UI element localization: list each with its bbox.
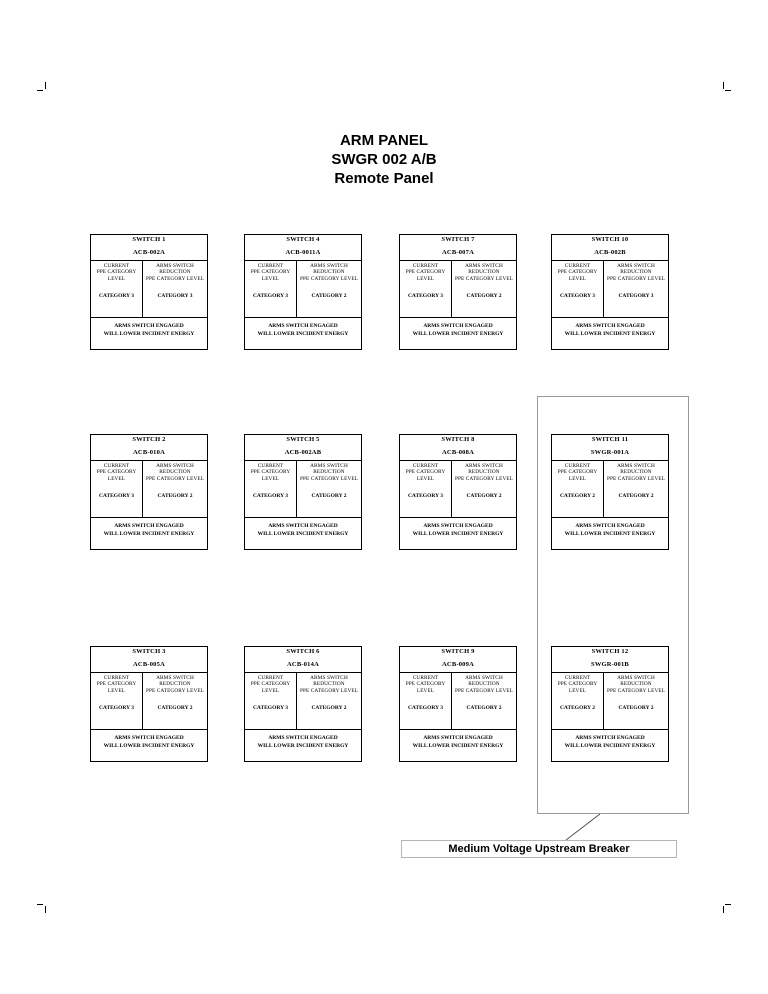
current-category: CATEGORY 3 — [252, 705, 289, 711]
reduction-level-header: ARMS SWITCH REDUCTION PPE CATEGORY LEVEL — [299, 675, 359, 694]
current-category: CATEGORY 3 — [98, 705, 135, 711]
medium-voltage-label: Medium Voltage Upstream Breaker — [401, 840, 677, 858]
breaker-id: ACB-009A — [442, 661, 474, 668]
switch-name: SWITCH 3 — [132, 648, 166, 655]
current-category: CATEGORY 3 — [407, 705, 444, 711]
current-level-header: CURRENT PPE CATEGORY LEVEL — [405, 463, 446, 482]
breaker-id: ACB-002A — [133, 249, 165, 256]
engaged-note: ARMS SWITCH ENGAGED WILL LOWER INCIDENT ENERGY — [103, 735, 195, 749]
reduction-category: CATEGORY 2 — [157, 705, 193, 711]
current-level-header: CURRENT PPE CATEGORY LEVEL — [250, 463, 291, 482]
reduction-category: CATEGORY 2 — [157, 493, 193, 499]
current-level-header: CURRENT PPE CATEGORY LEVEL — [250, 675, 291, 694]
breaker-id: ACB-002AB — [284, 449, 322, 456]
breaker-id: ACB-002B — [594, 249, 626, 256]
reduction-category: CATEGORY 3 — [618, 293, 654, 299]
current-level-header: CURRENT PPE CATEGORY LEVEL — [96, 463, 137, 482]
switch-name: SWITCH 8 — [441, 436, 475, 443]
reduction-level-header: ARMS SWITCH REDUCTION PPE CATEGORY LEVEL — [145, 675, 205, 694]
current-category: CATEGORY 3 — [252, 493, 289, 499]
engaged-note: ARMS SWITCH ENGAGED WILL LOWER INCIDENT ENERGY — [412, 735, 504, 749]
current-level-header: CURRENT PPE CATEGORY LEVEL — [557, 463, 598, 482]
engaged-note: ARMS SWITCH ENGAGED WILL LOWER INCIDENT ENERGY — [564, 523, 656, 537]
engaged-note: ARMS SWITCH ENGAGED WILL LOWER INCIDENT ENERGY — [257, 523, 349, 537]
reduction-level-header: ARMS SWITCH REDUCTION PPE CATEGORY LEVEL — [454, 263, 514, 282]
current-level-header: CURRENT PPE CATEGORY LEVEL — [250, 263, 291, 282]
current-category: CATEGORY 3 — [98, 493, 135, 499]
reduction-level-header: ARMS SWITCH REDUCTION PPE CATEGORY LEVEL — [145, 463, 205, 482]
switch-name: SWITCH 6 — [286, 648, 320, 655]
current-level-header: CURRENT PPE CATEGORY LEVEL — [96, 263, 137, 282]
current-level-header: CURRENT PPE CATEGORY LEVEL — [557, 675, 598, 694]
reduction-category: CATEGORY 2 — [618, 705, 654, 711]
switch-name: SWITCH 10 — [591, 236, 629, 243]
switch-name: SWITCH 1 — [132, 236, 166, 243]
current-category: CATEGORY 2 — [559, 705, 596, 711]
engaged-note: ARMS SWITCH ENGAGED WILL LOWER INCIDENT ENERGY — [257, 323, 349, 337]
title-line-3: Remote Panel — [334, 170, 434, 187]
reduction-category: CATEGORY 2 — [466, 705, 502, 711]
reduction-level-header: ARMS SWITCH REDUCTION PPE CATEGORY LEVEL — [454, 675, 514, 694]
current-level-header: CURRENT PPE CATEGORY LEVEL — [557, 263, 598, 282]
engaged-note: ARMS SWITCH ENGAGED WILL LOWER INCIDENT ENERGY — [564, 323, 656, 337]
switch-name: SWITCH 9 — [441, 648, 475, 655]
current-category: CATEGORY 3 — [407, 293, 444, 299]
switch-name: SWITCH 11 — [591, 436, 629, 443]
current-category: CATEGORY 3 — [98, 293, 135, 299]
current-category: CATEGORY 3 — [559, 293, 596, 299]
reduction-category: CATEGORY 2 — [311, 705, 347, 711]
reduction-category: CATEGORY 2 — [466, 293, 502, 299]
breaker-id: ACB-010A — [133, 449, 165, 456]
engaged-note: ARMS SWITCH ENGAGED WILL LOWER INCIDENT ENERGY — [564, 735, 656, 749]
current-category: CATEGORY 3 — [252, 293, 289, 299]
engaged-note: ARMS SWITCH ENGAGED WILL LOWER INCIDENT ENERGY — [103, 323, 195, 337]
reduction-level-header: ARMS SWITCH REDUCTION PPE CATEGORY LEVEL — [606, 263, 666, 282]
reduction-category: CATEGORY 2 — [311, 293, 347, 299]
current-level-header: CURRENT PPE CATEGORY LEVEL — [96, 675, 137, 694]
reduction-level-header: ARMS SWITCH REDUCTION PPE CATEGORY LEVEL — [606, 463, 666, 482]
switch-name: SWITCH 12 — [591, 648, 629, 655]
breaker-id: ACB-007A — [442, 249, 474, 256]
reduction-category: CATEGORY 2 — [311, 493, 347, 499]
switch-name: SWITCH 4 — [286, 236, 320, 243]
current-category: CATEGORY 2 — [559, 493, 596, 499]
switch-name: SWITCH 5 — [286, 436, 320, 443]
engaged-note: ARMS SWITCH ENGAGED WILL LOWER INCIDENT ENERGY — [257, 735, 349, 749]
breaker-id: ACB-0011A — [285, 249, 321, 256]
breaker-id: ACB-014A — [287, 661, 319, 668]
switch-name: SWITCH 7 — [441, 236, 475, 243]
title-line-2: SWGR 002 A/B — [331, 151, 437, 168]
current-category: CATEGORY 3 — [407, 493, 444, 499]
reduction-level-header: ARMS SWITCH REDUCTION PPE CATEGORY LEVEL — [454, 463, 514, 482]
reduction-level-header: ARMS SWITCH REDUCTION PPE CATEGORY LEVEL — [299, 463, 359, 482]
breaker-id: ACB-008A — [442, 449, 474, 456]
engaged-note: ARMS SWITCH ENGAGED WILL LOWER INCIDENT ENERGY — [103, 523, 195, 537]
engaged-note: ARMS SWITCH ENGAGED WILL LOWER INCIDENT ENERGY — [412, 523, 504, 537]
reduction-level-header: ARMS SWITCH REDUCTION PPE CATEGORY LEVEL — [145, 263, 205, 282]
breaker-id: ACB-005A — [133, 661, 165, 668]
engaged-note: ARMS SWITCH ENGAGED WILL LOWER INCIDENT ENERGY — [412, 323, 504, 337]
breaker-id: SWGR-001B — [591, 661, 629, 668]
reduction-category: CATEGORY 2 — [618, 493, 654, 499]
reduction-level-header: ARMS SWITCH REDUCTION PPE CATEGORY LEVEL — [606, 675, 666, 694]
reduction-level-header: ARMS SWITCH REDUCTION PPE CATEGORY LEVEL — [299, 263, 359, 282]
current-level-header: CURRENT PPE CATEGORY LEVEL — [405, 675, 446, 694]
breaker-id: SWGR-001A — [590, 449, 630, 456]
reduction-category: CATEGORY 2 — [466, 493, 502, 499]
current-level-header: CURRENT PPE CATEGORY LEVEL — [405, 263, 446, 282]
reduction-category: CATEGORY 3 — [157, 293, 193, 299]
switch-name: SWITCH 2 — [132, 436, 166, 443]
title-line-1: ARM PANEL — [339, 132, 429, 149]
